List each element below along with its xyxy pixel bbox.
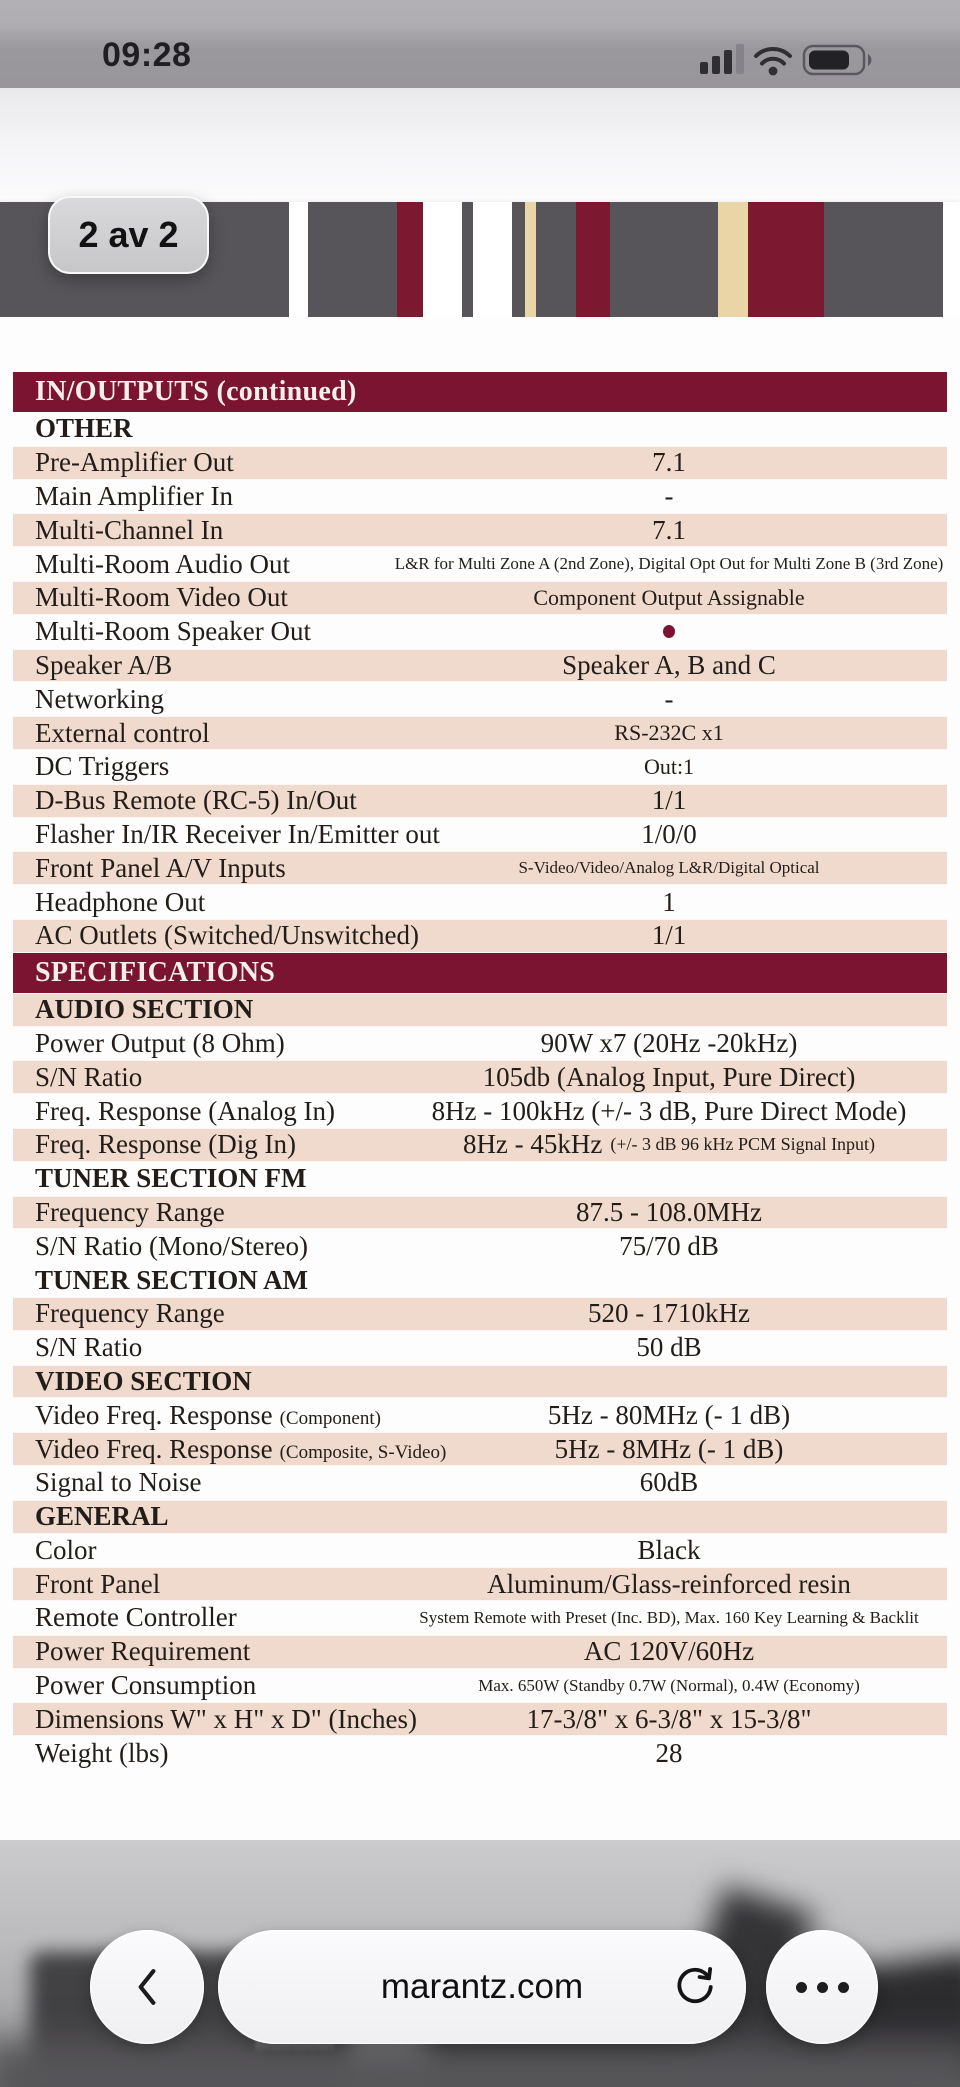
table-section-banner <box>13 953 947 993</box>
banner-stripe-maroon <box>576 202 610 317</box>
row-label: OTHER <box>35 413 133 444</box>
table-row <box>13 1534 947 1568</box>
row-value: Max. 650W (Standby 0.7W (Normal), 0.4W (Economy) <box>478 1675 860 1695</box>
row-value: 28 <box>655 1737 683 1768</box>
row-label-note: (Composite, S-Video) <box>279 1441 447 1463</box>
table-row <box>13 581 947 615</box>
row-value: 5Hz - 80MHz (- 1 dB) <box>547 1399 791 1430</box>
banner-stripe-gray <box>512 202 525 317</box>
row-value: 75/70 dB <box>619 1230 719 1261</box>
row-value: 105db (Analog Input, Pure Direct) <box>482 1061 856 1092</box>
row-value: 17-3/8" x 6-3/8" x 15-3/8" <box>526 1703 812 1734</box>
specifications-table <box>13 372 947 1770</box>
ellipsis-icon <box>796 1982 849 1993</box>
row-label: DC Triggers <box>35 751 170 782</box>
clock: 09:28 <box>102 36 192 74</box>
table-row <box>13 1736 947 1770</box>
row-label: Front Panel <box>35 1568 161 1599</box>
row-value: 1 <box>662 886 676 917</box>
banner-stripe-maroon <box>748 202 824 317</box>
table-row <box>13 1297 947 1331</box>
table-section-banner <box>13 372 947 412</box>
row-label: AUDIO SECTION <box>35 994 254 1025</box>
row-label: Signal to Noise <box>35 1467 202 1498</box>
row-label: TUNER SECTION AM <box>35 1264 309 1295</box>
row-value: - <box>664 480 674 511</box>
row-value: 87.5 - 108.0MHz <box>576 1196 762 1227</box>
row-label: Flasher In/IR Receiver In/Emitter out <box>35 818 440 849</box>
table-row <box>13 1196 947 1230</box>
banner-stripe-gray <box>610 202 718 317</box>
status-icons <box>700 40 882 85</box>
row-value: 1/1 <box>651 920 687 951</box>
row-label: TUNER SECTION FM <box>35 1163 307 1194</box>
table-subsection-row <box>13 993 947 1027</box>
row-label: Power Consumption <box>35 1670 257 1701</box>
table-row <box>13 1635 947 1669</box>
table-row <box>13 851 947 885</box>
row-value-note: (+/- 3 dB 96 kHz PCM Signal Input) <box>610 1134 876 1155</box>
row-value: 7.1 <box>652 514 686 545</box>
banner-stripe-maroon <box>397 202 423 317</box>
row-value <box>403 615 935 649</box>
row-value: 8Hz - 45kHz (+/- 3 dB 96 kHz PCM Signal Input) <box>462 1129 876 1160</box>
table-row <box>13 1060 947 1094</box>
row-label: External control <box>35 717 210 748</box>
wifi-dot <box>769 67 778 76</box>
row-label: S/N Ratio (Mono/Stereo) <box>35 1230 308 1261</box>
table-row <box>13 1601 947 1635</box>
row-value: 1/1 <box>651 785 687 816</box>
table-row <box>13 615 947 649</box>
table-row <box>13 1331 947 1365</box>
row-value: 520 - 1710kHz <box>588 1298 750 1329</box>
row-label: AC Outlets (Switched/Unswitched) <box>35 920 419 951</box>
document-scroll-area[interactable] <box>0 317 960 1840</box>
table-row <box>13 446 947 480</box>
row-label: Remote Controller <box>35 1602 237 1633</box>
table-subsection-row <box>13 1263 947 1297</box>
row-value: 60dB <box>639 1467 699 1498</box>
row-value: AC 120V/60Hz <box>583 1636 755 1667</box>
table-row <box>13 885 947 919</box>
row-label: Multi-Channel In <box>35 514 224 545</box>
section-banner-title: SPECIFICATIONS <box>35 956 276 988</box>
address-bar[interactable] <box>218 1930 746 2044</box>
row-value: 1/0/0 <box>641 818 697 849</box>
safari-bottom-toolbar <box>0 1840 960 2087</box>
row-label: Networking <box>35 683 164 714</box>
row-value: 5Hz - 8MHz (- 1 dB) <box>554 1433 784 1464</box>
row-label: Headphone Out <box>35 886 206 917</box>
table-row <box>13 1094 947 1128</box>
row-value: 90W x7 (20Hz -20kHz) <box>540 1027 798 1058</box>
row-value: Component Output Assignable <box>533 584 805 610</box>
table-row <box>13 649 947 683</box>
row-label: Multi-Room Audio Out <box>35 548 291 579</box>
blurred-photo-floor <box>0 2040 960 2087</box>
reload-icon[interactable] <box>672 1964 718 2010</box>
table-row <box>13 919 947 953</box>
row-value: RS-232C x1 <box>614 720 724 746</box>
back-button[interactable] <box>90 1930 204 2044</box>
banner-stripe-white <box>423 202 462 317</box>
row-label: Video Freq. Response (Component) <box>35 1399 381 1430</box>
row-label: Front Panel A/V Inputs <box>35 852 286 883</box>
row-value: Out:1 <box>643 753 695 779</box>
banner-stripe-white <box>473 202 512 317</box>
row-label: Speaker A/B <box>35 649 173 680</box>
row-label: S/N Ratio <box>35 1332 143 1363</box>
table-row <box>13 1567 947 1601</box>
row-label: Multi-Room Video Out <box>35 582 288 613</box>
row-label: Pre-Amplifier Out <box>35 447 234 478</box>
row-label-note: (Component) <box>279 1407 381 1429</box>
cellular-signal-icon <box>700 44 744 74</box>
table-row <box>13 716 947 750</box>
table-subsection-row <box>13 412 947 446</box>
table-subsection-row <box>13 1365 947 1399</box>
chevron-left-icon <box>128 1963 166 2011</box>
banner-stripe-gray <box>462 202 473 317</box>
row-value: 8Hz - 100kHz (+/- 3 dB, Pure Direct Mode) <box>431 1095 907 1126</box>
banner-stripe-white <box>943 202 960 317</box>
row-label: GENERAL <box>35 1501 169 1532</box>
table-subsection-row <box>13 1500 947 1534</box>
row-value: Aluminum/Glass-reinforced resin <box>487 1568 851 1599</box>
page-count-badge <box>48 196 209 274</box>
row-label: Dimensions W" x H" x D" (Inches) <box>35 1703 418 1734</box>
row-value: 50 dB <box>636 1332 702 1363</box>
banner-stripe-gray <box>824 202 943 317</box>
battery-icon <box>804 46 871 74</box>
table-row <box>13 1398 947 1432</box>
row-label: Video Freq. Response (Composite, S-Video) <box>35 1433 447 1464</box>
section-banner-title: IN/OUTPUTS (continued) <box>35 376 357 407</box>
banner-stripe-gray <box>308 202 397 317</box>
table-subsection-row <box>13 1162 947 1196</box>
banner-stripe-gray <box>536 202 576 317</box>
table-row <box>13 750 947 784</box>
url-text: marantz.com <box>380 1967 584 2006</box>
table-row <box>13 1229 947 1263</box>
table-row <box>13 1128 947 1162</box>
table-row <box>13 1702 947 1736</box>
banner-stripe-cream <box>718 202 748 317</box>
row-label: VIDEO SECTION <box>35 1365 252 1396</box>
banner-stripe-cream <box>525 202 536 317</box>
table-row <box>13 1027 947 1061</box>
row-label: S/N Ratio <box>35 1061 143 1092</box>
row-value: System Remote with Preset (Inc. BD), Max. 160 Key Learning & Backlit <box>419 1607 919 1627</box>
bullet-dot-icon <box>663 625 675 638</box>
table-row <box>13 513 947 547</box>
row-label: Power Requirement <box>35 1636 251 1667</box>
row-label: Main Amplifier In <box>35 480 233 511</box>
more-options-button[interactable] <box>766 1930 878 2044</box>
table-row <box>13 480 947 514</box>
table-row <box>13 1669 947 1703</box>
row-label: Frequency Range <box>35 1196 225 1227</box>
row-value: 7.1 <box>652 447 686 478</box>
row-value: Speaker A, B and C <box>562 649 776 680</box>
row-label: Freq. Response (Dig In) <box>35 1129 296 1160</box>
row-label: Power Output (8 Ohm) <box>35 1027 285 1058</box>
row-label: D-Bus Remote (RC-5) In/Out <box>35 785 357 816</box>
page-top-gap <box>0 88 960 202</box>
row-label: Weight (lbs) <box>35 1737 169 1768</box>
table-row <box>13 1466 947 1500</box>
row-value: Black <box>637 1534 701 1565</box>
table-row <box>13 784 947 818</box>
wifi-icon <box>756 49 790 64</box>
row-value: S-Video/Video/Analog L&R/Digital Optical <box>518 858 820 878</box>
table-row <box>13 682 947 716</box>
status-bar <box>0 0 960 88</box>
table-row <box>13 547 947 581</box>
row-value: L&R for Multi Zone A (2nd Zone), Digital Opt Out for Multi Zone B (3rd Zone) <box>394 554 944 574</box>
row-label: Multi-Room Speaker Out <box>35 616 311 647</box>
table-row <box>13 1432 947 1466</box>
banner-stripe-white <box>289 202 308 317</box>
table-row <box>13 818 947 852</box>
page-count-label: 2 av 2 <box>78 214 179 255</box>
row-label: Color <box>35 1534 97 1565</box>
row-label: Freq. Response (Analog In) <box>35 1095 335 1126</box>
row-label: Frequency Range <box>35 1298 225 1329</box>
row-value: - <box>664 683 674 714</box>
